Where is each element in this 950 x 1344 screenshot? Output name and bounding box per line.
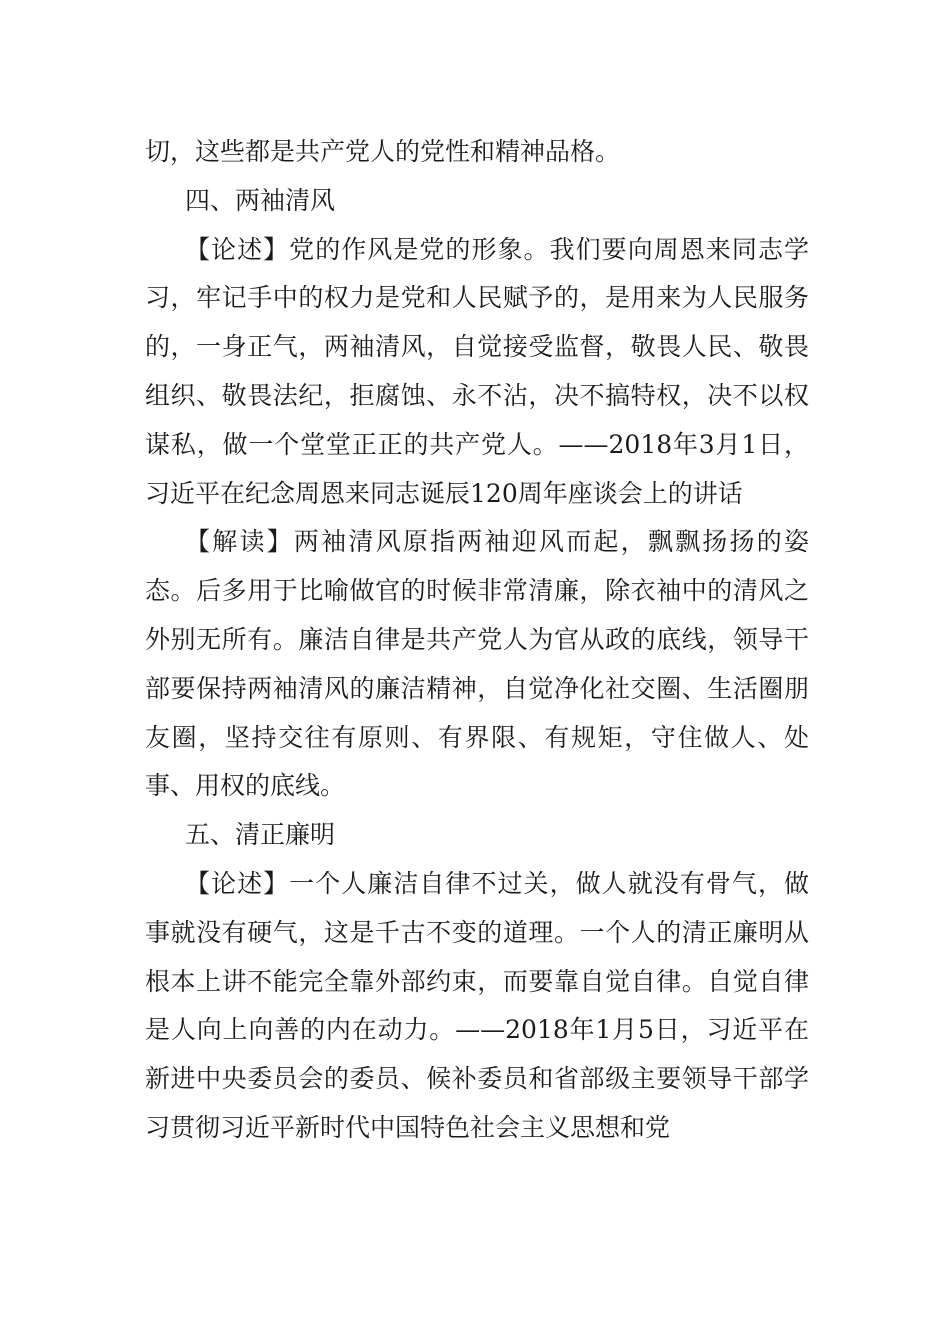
continued-paragraph: 切，这些都是共产党人的党性和精神品格。 <box>145 137 621 166</box>
document-body <box>145 128 809 1153</box>
interpretation-paragraph-four: 【解读】两袖清风原指两袖迎风而起，飘飘扬扬的姿态。后多用于比喻做官的时候非常清廉，除衣袖中的清风之外别无所有。廉洁自律是共产党人为官从政的底线，领导干部要保持两袖清风的廉洁精神，自觉净化社交圈、生活圈朋友圈，坚持交往有原则、有界限、有规矩，守住做人、处事、用权的底线。 <box>145 527 809 801</box>
discussion-paragraph-four: 【论述】党的作风是党的形象。我们要向周恩来同志学习，牢记手中的权力是党和人民赋予的，是用来为人民服务的，一身正气，两袖清风，自觉接受监督，敬畏人民、敬畏组织、敬畏法纪，拒腐蚀、永不沾，决不搞特权，决不以权谋私，做一个堂堂正正的共产党人。——2018年3月1日，习近平在纪念周恩来同志诞辰120周年座谈会上的讲话 <box>145 234 809 508</box>
section-heading-four: 四、两袖清风 <box>185 185 336 215</box>
section-heading-five: 五、清正廉明 <box>185 820 336 850</box>
discussion-paragraph-five: 【论述】一个人廉洁自律不过关，做人就没有骨气，做事就没有硬气，这是千古不变的道理。一个人的清正廉明从根本上讲不能完全靠外部约束，而要靠自觉自律。自觉自律是人向上向善的内在动力。——2018年1月5日，习近平在新进中央委员会的委员、候补委员和省部级主要领导干部学习贯彻习近平新时代中国特色社会主义思想和党 <box>145 868 809 1142</box>
